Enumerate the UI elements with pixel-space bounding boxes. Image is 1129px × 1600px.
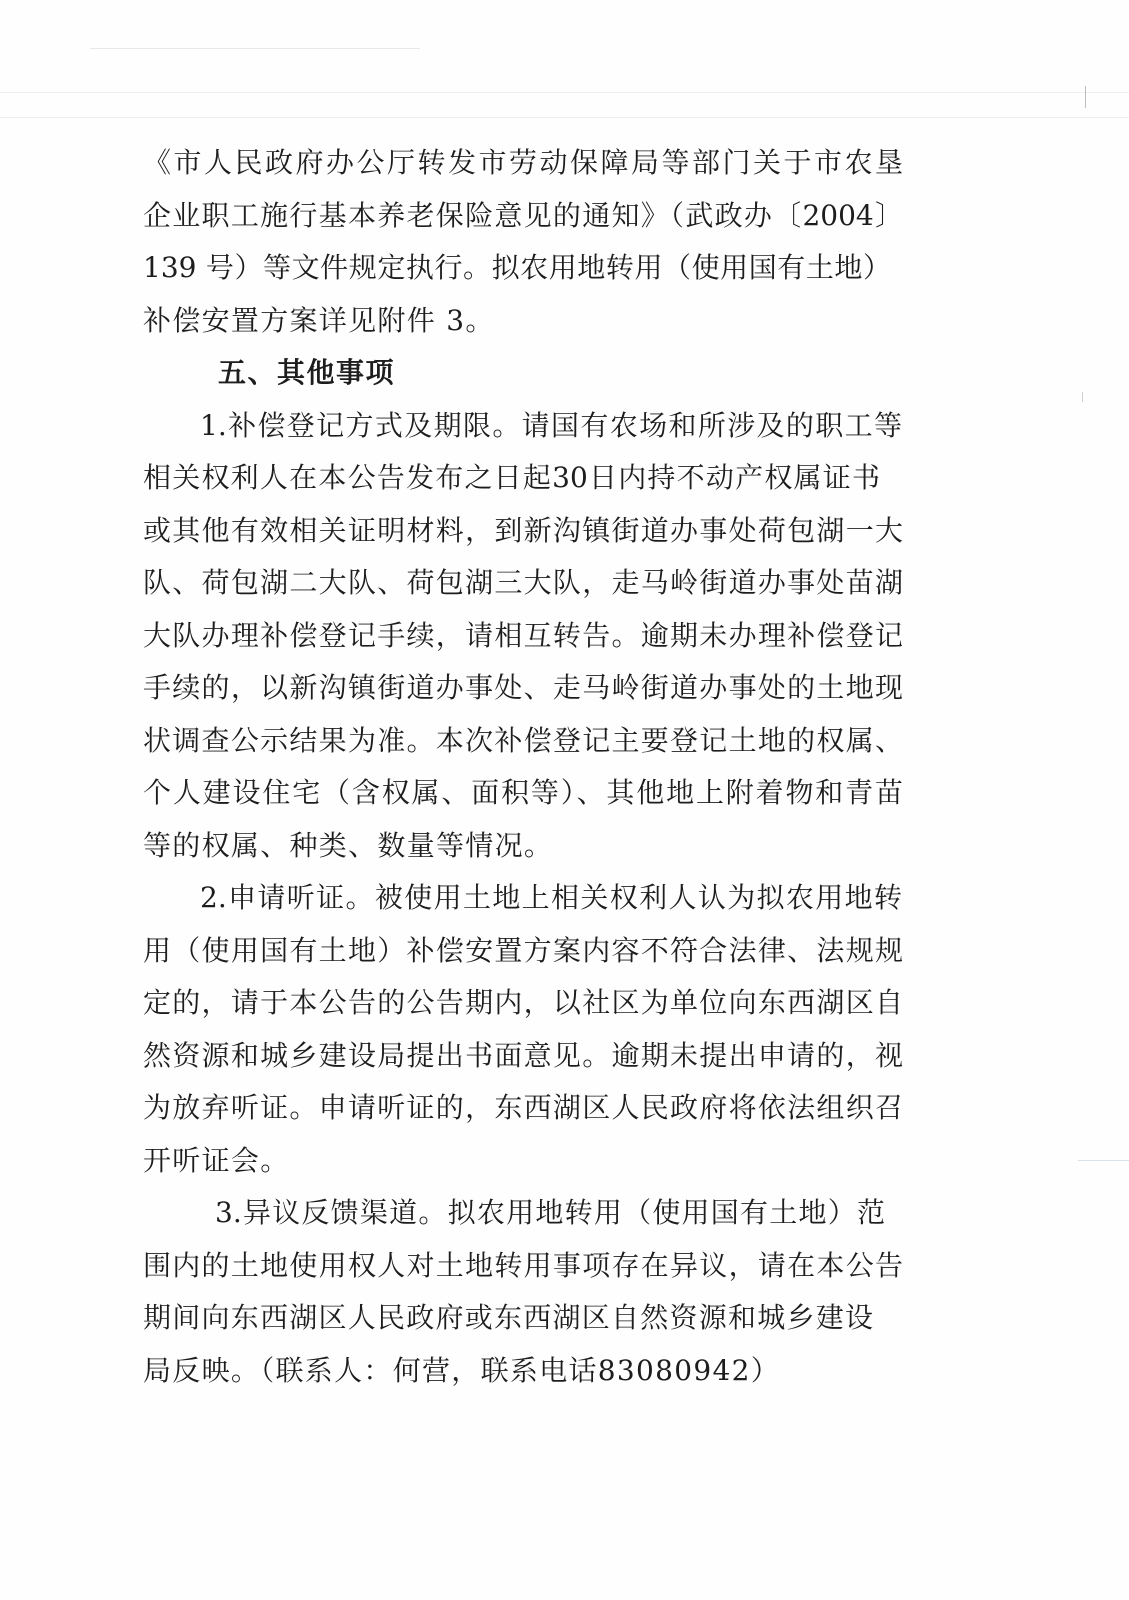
item-line: 队、荷包湖二大队、荷包湖三大队，走马岭街道办事处苗湖 (143, 566, 903, 599)
intro-line: 企业职工施行基本养老保险意见的通知》（武政办〔2004〕 (143, 198, 903, 232)
scan-artifact-line (0, 92, 1129, 93)
item-line: 期间向东西湖区人民政府或东西湖区自然资源和城乡建设 (143, 1301, 873, 1334)
item-line: 围内的土地使用权人对土地转用事项存在异议，请在本公告 (143, 1248, 903, 1282)
item-line: 相关权利人在本公告发布之日起30日内持不动产权属证书 (143, 461, 880, 494)
scan-artifact-line (0, 117, 1129, 118)
item-line: 个人建设住宅（含权属、面积等）、其他地上附着物和青苗 (143, 776, 903, 809)
item-line: 大队办理补偿登记手续，请相互转告。逾期未办理补偿登记 (143, 618, 903, 652)
item-line: 1.补偿登记方式及期限。请国有农场和所涉及的职工等 (200, 408, 902, 442)
item-hearing (0, 872, 1129, 1187)
item-registration (0, 400, 1129, 873)
section-heading: 五、其他事项 (218, 356, 396, 389)
item-line: 开听证会。 (143, 1143, 290, 1177)
intro-paragraph (0, 137, 1129, 347)
document-body (0, 137, 1129, 1397)
item-line: 3.异议反馈渠道。拟农用地转用（使用国有土地）范 (215, 1196, 885, 1229)
contact-line: 局反映。（联系人：何营，联系电话83080942） (143, 1353, 781, 1387)
intro-line: 补偿安置方案详见附件 3。 (143, 303, 495, 337)
intro-line: 139 号）等文件规定执行。拟农用地转用（使用国有土地） (143, 251, 891, 284)
item-line: 然资源和城乡建设局提出书面意见。逾期未提出申请的，视 (143, 1038, 903, 1072)
item-line: 或其他有效相关证明材料，到新沟镇街道办事处荷包湖一大 (143, 513, 903, 547)
item-line: 用（使用国有土地）补偿安置方案内容不符合法律、法规规 (143, 933, 903, 967)
item-line: 2.申请听证。被使用土地上相关权利人认为拟农用地转 (200, 881, 902, 914)
scan-artifact-mark (1085, 86, 1086, 108)
item-line: 定的，请于本公告的公告期内，以社区为单位向东西湖区自 (143, 986, 903, 1019)
item-line: 手续的，以新沟镇街道办事处、走马岭街道办事处的土地现 (143, 671, 903, 704)
item-line: 状调查公示结果为准。本次补偿登记主要登记土地的权属、 (143, 723, 903, 757)
scan-artifact-line (90, 48, 420, 49)
item-objection (0, 1187, 1129, 1397)
item-line: 等的权属、种类、数量等情况。 (143, 828, 554, 862)
intro-line: 《市人民政府办公厅转发市劳动保障局等部门关于市农垦 (143, 146, 903, 179)
item-line: 为放弃听证。申请听证的，东西湖区人民政府将依法组织召 (143, 1091, 903, 1124)
